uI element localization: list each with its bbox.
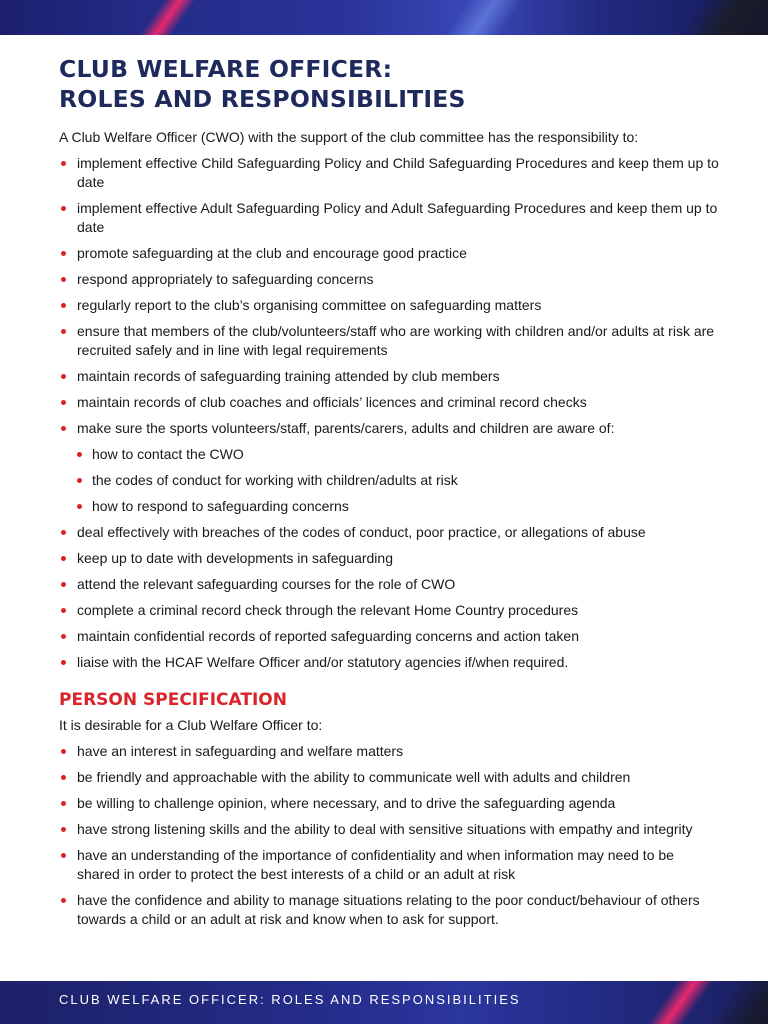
person-specification-list <box>59 742 719 929</box>
sub-list-item: how to contact the CWO <box>59 445 719 464</box>
person-specification-heading: PERSON SPECIFICATION <box>59 690 287 710</box>
banner-dark-streak <box>669 0 768 35</box>
responsibilities-list <box>59 154 719 672</box>
list-item: regularly report to the club’s organising committee on safeguarding matters <box>59 296 719 315</box>
list-item: respond appropriately to safeguarding concerns <box>59 270 719 289</box>
banner-pink-streak <box>129 0 203 35</box>
list-item: promote safeguarding at the club and encourage good practice <box>59 244 719 263</box>
title-line-1: CLUB WELFARE OFFICER: <box>59 55 393 83</box>
list-item: implement effective Child Safeguarding Policy and Child Safeguarding Procedures and keep them up to date <box>59 154 719 192</box>
list-item: deal effectively with breaches of the codes of conduct, poor practice, or allegations of abuse <box>59 523 719 542</box>
list-item: implement effective Adult Safeguarding Policy and Adult Safeguarding Procedures and keep them up to date <box>59 199 719 237</box>
page-title <box>59 54 719 114</box>
list-item: make sure the sports volunteers/staff, parents/carers, adults and children are aware of: <box>59 419 719 438</box>
list-item: have strong listening skills and the ability to deal with sensitive situations with empathy and integrity <box>59 820 719 839</box>
title-line-2: ROLES AND RESPONSIBILITIES <box>59 85 466 113</box>
sub-list-item: the codes of conduct for working with children/adults at risk <box>59 471 719 490</box>
list-item: maintain records of club coaches and officials’ licences and criminal record checks <box>59 393 719 412</box>
footer-pink-streak <box>635 981 720 1024</box>
list-item: be willing to challenge opinion, where necessary, and to drive the safeguarding agenda <box>59 794 719 813</box>
header-banner <box>0 0 768 35</box>
list-item: complete a criminal record check through the relevant Home Country procedures <box>59 601 719 620</box>
list-item: have the confidence and ability to manage situations relating to the poor conduct/behaviour of others towards a child or an adult at risk and know when to ask for support. <box>59 891 719 929</box>
list-item: maintain confidential records of reported safeguarding concerns and action taken <box>59 627 719 646</box>
list-item: have an understanding of the importance of confidentiality and when information may need to be shared in order to protect the best interests of a child or an adult at risk <box>59 846 719 884</box>
list-item: liaise with the HCAF Welfare Officer and/or statutory agencies if/when required. <box>59 653 719 672</box>
person-specification-intro: It is desirable for a Club Welfare Officer to: <box>59 717 323 733</box>
page-content <box>59 54 719 936</box>
intro-paragraph: A Club Welfare Officer (CWO) with the support of the club committee has the responsibility to: <box>59 129 639 145</box>
list-item: keep up to date with developments in safeguarding <box>59 549 719 568</box>
footer-title: CLUB WELFARE OFFICER: ROLES AND RESPONSIBILITIES <box>59 992 521 1007</box>
sub-list-item: how to respond to safeguarding concerns <box>59 497 719 516</box>
banner-light-streak <box>434 0 531 35</box>
list-item: be friendly and approachable with the ability to communicate well with adults and children <box>59 768 719 787</box>
footer-banner <box>0 981 768 1024</box>
list-item: maintain records of safeguarding training attended by club members <box>59 367 719 386</box>
list-item: have an interest in safeguarding and welfare matters <box>59 742 719 761</box>
list-item: attend the relevant safeguarding courses for the role of CWO <box>59 575 719 594</box>
list-item: ensure that members of the club/volunteers/staff who are working with children and/or adults at risk are recruited safely and in line with legal requirements <box>59 322 719 360</box>
